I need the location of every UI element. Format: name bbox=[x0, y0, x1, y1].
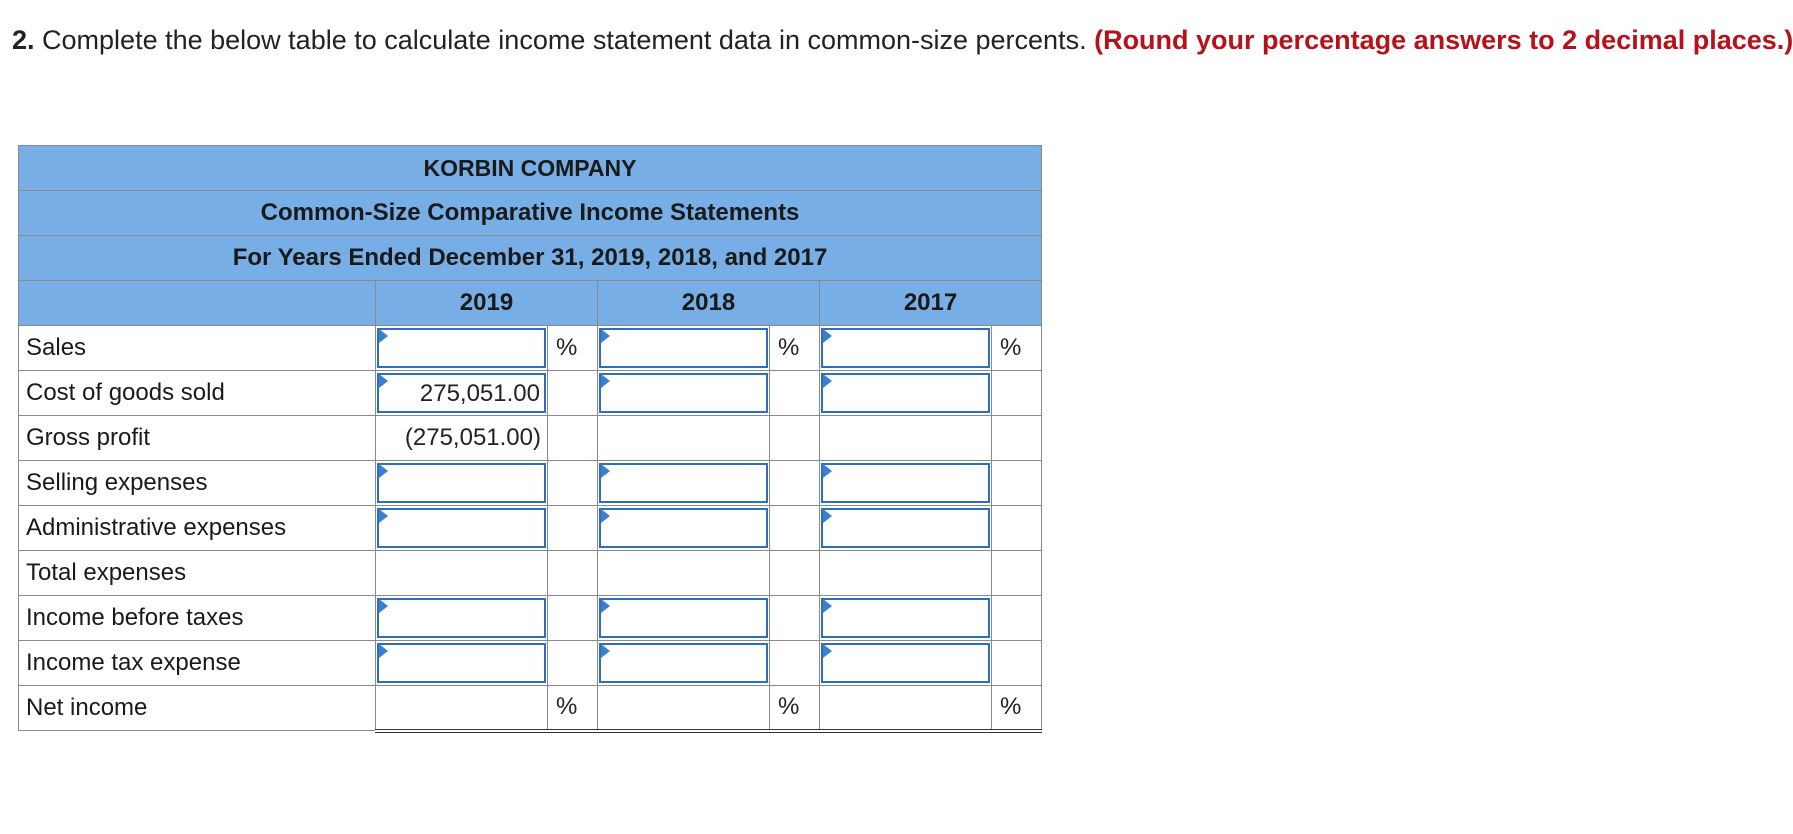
table-row bbox=[19, 326, 1042, 371]
net-income-2018-value bbox=[598, 686, 770, 731]
statement-period: For Years Ended December 31, 2019, 2018, and 2017 bbox=[19, 236, 1042, 281]
empty-cell bbox=[992, 371, 1042, 416]
empty-cell bbox=[992, 416, 1042, 461]
selling-2019-cell bbox=[376, 461, 548, 506]
statement-title-row bbox=[19, 191, 1042, 236]
empty-cell bbox=[548, 596, 598, 641]
cogs-2018-cell bbox=[598, 371, 770, 416]
empty-cell bbox=[770, 461, 820, 506]
cogs-2019-cell bbox=[376, 371, 548, 416]
empty-cell bbox=[770, 551, 820, 596]
ibt-2019-cell bbox=[376, 596, 548, 641]
year-header-2017: 2017 bbox=[820, 281, 1042, 326]
cogs-2018-input[interactable] bbox=[599, 373, 768, 413]
table-row bbox=[19, 641, 1042, 686]
empty-cell bbox=[548, 551, 598, 596]
gross-profit-2017-value bbox=[820, 416, 992, 461]
year-header-row bbox=[19, 281, 1042, 326]
company-header-row bbox=[19, 146, 1042, 191]
percent-sign: % bbox=[548, 326, 598, 371]
table-row bbox=[19, 371, 1042, 416]
tax-2019-input[interactable] bbox=[377, 643, 546, 683]
tax-2018-cell bbox=[598, 641, 770, 686]
selling-2017-cell bbox=[820, 461, 992, 506]
selling-2018-input[interactable] bbox=[599, 463, 768, 503]
percent-sign: % bbox=[770, 686, 820, 731]
row-label-cogs: Cost of goods sold bbox=[19, 371, 376, 416]
question-prompt bbox=[12, 22, 1793, 59]
row-label-net-income: Net income bbox=[19, 686, 376, 731]
empty-cell bbox=[548, 416, 598, 461]
sales-2018-input[interactable] bbox=[599, 328, 768, 368]
net-income-2017-value bbox=[820, 686, 992, 731]
admin-2017-input[interactable] bbox=[821, 508, 990, 548]
statement-title: Common-Size Comparative Income Statements bbox=[19, 191, 1042, 236]
table-row bbox=[19, 596, 1042, 641]
ibt-2017-input[interactable] bbox=[821, 598, 990, 638]
admin-2018-cell bbox=[598, 506, 770, 551]
selling-2019-input[interactable] bbox=[377, 463, 546, 503]
cogs-2017-cell bbox=[820, 371, 992, 416]
tax-2017-input[interactable] bbox=[821, 643, 990, 683]
net-income-2019-value bbox=[376, 686, 548, 731]
percent-sign: % bbox=[992, 686, 1042, 731]
empty-cell bbox=[770, 416, 820, 461]
ibt-2017-cell bbox=[820, 596, 992, 641]
rounding-instruction: (Round your percentage answers to 2 decimal places.) bbox=[1094, 25, 1793, 55]
tax-2018-input[interactable] bbox=[599, 643, 768, 683]
selling-2017-input[interactable] bbox=[821, 463, 990, 503]
empty-cell bbox=[770, 641, 820, 686]
row-label-income-before-taxes: Income before taxes bbox=[19, 596, 376, 641]
percent-sign: % bbox=[770, 326, 820, 371]
total-expenses-2019-value bbox=[376, 551, 548, 596]
ibt-2018-cell bbox=[598, 596, 770, 641]
gross-profit-2019-value: (275,051.00) bbox=[376, 416, 548, 461]
cogs-2019-input[interactable]: 275,051.00 bbox=[377, 373, 546, 413]
cogs-2017-input[interactable] bbox=[821, 373, 990, 413]
row-label-admin-expenses: Administrative expenses bbox=[19, 506, 376, 551]
row-label-total-expenses: Total expenses bbox=[19, 551, 376, 596]
ibt-2018-input[interactable] bbox=[599, 598, 768, 638]
sales-2017-input[interactable] bbox=[821, 328, 990, 368]
sales-2019-input[interactable] bbox=[377, 328, 546, 368]
empty-cell bbox=[770, 506, 820, 551]
row-label-gross-profit: Gross profit bbox=[19, 416, 376, 461]
total-expenses-2018-value bbox=[598, 551, 770, 596]
admin-2017-cell bbox=[820, 506, 992, 551]
empty-cell bbox=[548, 641, 598, 686]
selling-2018-cell bbox=[598, 461, 770, 506]
empty-cell bbox=[992, 641, 1042, 686]
table-row bbox=[19, 461, 1042, 506]
admin-2019-input[interactable] bbox=[377, 508, 546, 548]
gross-profit-2018-value bbox=[598, 416, 770, 461]
percent-sign: % bbox=[548, 686, 598, 731]
income-statement-table bbox=[18, 145, 1042, 733]
empty-cell bbox=[548, 461, 598, 506]
percent-sign: % bbox=[992, 326, 1042, 371]
ibt-2019-input[interactable] bbox=[377, 598, 546, 638]
tax-2019-cell bbox=[376, 641, 548, 686]
year-header-blank bbox=[19, 281, 376, 326]
period-row bbox=[19, 236, 1042, 281]
row-label-selling-expenses: Selling expenses bbox=[19, 461, 376, 506]
empty-cell bbox=[992, 506, 1042, 551]
admin-2019-cell bbox=[376, 506, 548, 551]
sales-2019-cell bbox=[376, 326, 548, 371]
empty-cell bbox=[548, 506, 598, 551]
total-expenses-2017-value bbox=[820, 551, 992, 596]
tax-2017-cell bbox=[820, 641, 992, 686]
table-row bbox=[19, 506, 1042, 551]
row-label-income-tax-expense: Income tax expense bbox=[19, 641, 376, 686]
table-row bbox=[19, 686, 1042, 731]
sales-2017-cell bbox=[820, 326, 992, 371]
empty-cell bbox=[992, 596, 1042, 641]
year-header-2018: 2018 bbox=[598, 281, 820, 326]
empty-cell bbox=[770, 371, 820, 416]
table-row bbox=[19, 416, 1042, 461]
question-text: Complete the below table to calculate income statement data in common-size percents. bbox=[34, 25, 1095, 55]
sales-2018-cell bbox=[598, 326, 770, 371]
year-header-2019: 2019 bbox=[376, 281, 598, 326]
question-number: 2. bbox=[12, 25, 35, 55]
admin-2018-input[interactable] bbox=[599, 508, 768, 548]
company-name: KORBIN COMPANY bbox=[19, 146, 1042, 191]
row-label-sales: Sales bbox=[19, 326, 376, 371]
empty-cell bbox=[992, 551, 1042, 596]
empty-cell bbox=[992, 461, 1042, 506]
empty-cell bbox=[770, 596, 820, 641]
table-row bbox=[19, 551, 1042, 596]
empty-cell bbox=[548, 371, 598, 416]
